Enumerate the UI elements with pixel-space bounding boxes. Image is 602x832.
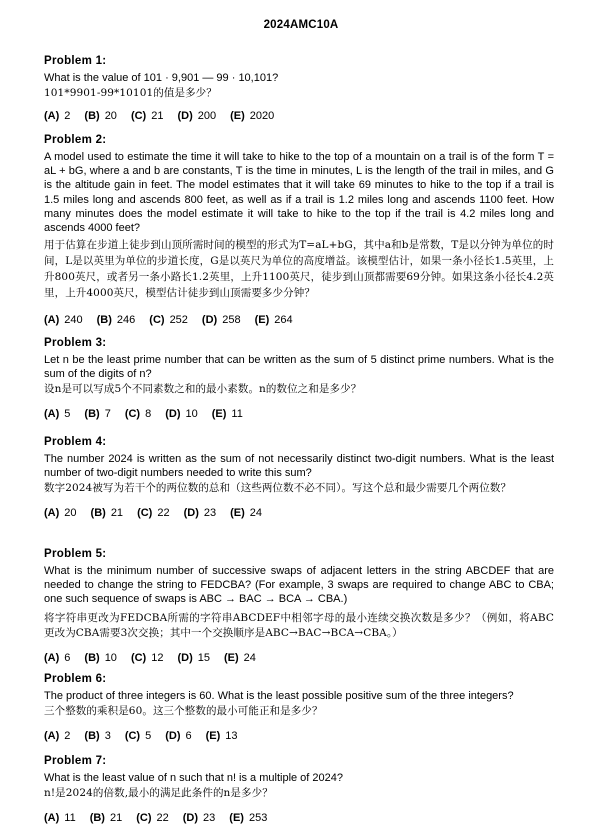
choice-b: (B) 21 — [89, 812, 123, 824]
problem-chinese-text: 用于估算在步道上徒步到山顶所需时间的模型的形式为T=aL+bG，其中a和b是常数，T是以分钟为单位的时间，L是以英里为单位的步道长度，G是以英尺为单位的高度增益。该模型估计，如果一条小径长1.5英里，上升800英尺，或者另一条小路长1.2英里，上升1100英尺，徒步到山顶都需要69分钟。如果这条小径长4.2英里，上升4000英尺，模型估计徒步到山顶需要多少分钟？ — [44, 239, 554, 299]
choice-c: (C) 8 — [124, 408, 152, 421]
problem-6 — [44, 672, 554, 743]
problem-5 — [44, 547, 554, 665]
choice-d: (D) 200 — [177, 110, 217, 122]
choice-b: (B) 246 — [96, 314, 136, 327]
choice-d: (D) 23 — [182, 812, 216, 824]
problem-heading: Problem 1: — [44, 55, 107, 67]
choice-a: (A) 6 — [44, 652, 71, 665]
choice-b: (B) 21 — [90, 507, 124, 520]
problem-2 — [44, 133, 554, 327]
answer-choices — [44, 729, 554, 743]
problem-heading: Problem 2: — [44, 134, 107, 146]
choice-c: (C) 252 — [149, 314, 188, 327]
problem-english-text: What is the value of 101 · 9,901 — 99 · 10,101? — [44, 72, 279, 84]
choice-d: (D) 6 — [165, 730, 192, 742]
problem-heading: Problem 6: — [44, 673, 107, 685]
problem-3 — [44, 336, 554, 421]
problem-english-text: What is the least value of n such that n! is a multiple of 2024? — [44, 772, 344, 784]
choice-e: (E) 11 — [211, 408, 243, 421]
problem-chinese-text: 将字符串更改为FEDCBA所需的字符串ABCDEF中相邻字母的最小连续交换次数是多少？（例如，将ABC更改为CBA需要3次交换；其中一个交换顺序是ABC→BAC→BCA→CBA。） — [44, 611, 554, 640]
answer-choices — [44, 651, 554, 665]
problem-chinese-text: 三个整数的乘积是60。这三个整数的最小可能正和是多少？ — [44, 705, 323, 718]
choice-d: (D) 10 — [165, 408, 198, 421]
choice-a: (A) 11 — [44, 812, 76, 824]
problem-7 — [44, 754, 554, 825]
choice-e: (E) 253 — [229, 812, 268, 824]
problem-english-text: The product of three integers is 60. What is the least possible positive sum of the three integers? — [44, 690, 514, 702]
choice-e: (E) 2020 — [230, 110, 275, 122]
choice-e: (E) 264 — [254, 314, 293, 327]
problem-heading: Problem 3: — [44, 337, 107, 349]
choice-a: (A) 2 — [44, 110, 71, 122]
problem-english-text: What is the minimum number of successive swaps of adjacent letters in the string ABCDEF that are needed to change the string to FEDCBA? (For example, 3 swaps are required to change ABC to CBA; one such sequence of swaps is ABC → BAC → BCA → CBA.) — [44, 565, 554, 606]
problem-english-text: A model used to estimate the time it will take to hike to the top of a mountain on a trail is of the form T = aL + bG, where a and b are constants, T is the time in minutes, L is the length of the trail in miles, and G is the altitude gain in feet. The model estimates that it will take 69 minutes to hike to the top if a trail is 1.5 miles long and ascends 800 feet, as well as if a trail is 1.2 miles long and ascends 1100 feet. How many minutes does the model estimate it will take to hike to the top if the trail is 4.2 miles long and ascends 4000 feet? — [44, 151, 554, 235]
answer-choices — [44, 506, 554, 520]
choice-e: (E) 13 — [205, 730, 238, 742]
choice-c: (C) 21 — [130, 110, 164, 122]
choice-b: (B) 7 — [84, 408, 111, 421]
answer-choices — [44, 109, 554, 123]
choice-b: (B) 20 — [84, 110, 117, 122]
choice-d: (D) 23 — [183, 507, 217, 520]
choice-e: (E) 24 — [230, 507, 263, 520]
problem-english-text: The number 2024 is written as the sum of not necessarily distinct two-digit numbers. What is the least number of two-digit numbers needed to write this sum? — [44, 453, 554, 480]
problem-heading: Problem 7: — [44, 755, 107, 767]
choice-a: (A) 240 — [44, 314, 83, 327]
document-title: 2024AMC10A — [263, 19, 339, 31]
answer-choices — [44, 811, 554, 825]
answer-choices — [44, 407, 554, 421]
choice-c: (C) 12 — [130, 652, 164, 665]
choice-c: (C) 22 — [137, 507, 170, 520]
choice-d: (D) 258 — [201, 314, 241, 327]
choice-e: (E) 24 — [224, 652, 256, 665]
choice-c: (C) 5 — [124, 730, 152, 742]
choice-d: (D) 15 — [177, 652, 210, 665]
problem-chinese-text: 设n是可以写成5个不同素数之和的最小素数。n的数位之和是多少？ — [44, 383, 362, 396]
choice-b: (B) 3 — [84, 730, 111, 742]
problem-heading: Problem 5: — [44, 548, 107, 560]
problem-chinese-text: 数字2024被写为若干个的两位数的总和（这些两位数不必不同）。写这个总和最少需要几个两位数？ — [44, 482, 512, 495]
choice-a: (A) 5 — [44, 408, 71, 421]
problem-4 — [44, 435, 554, 520]
problem-english-text: Let n be the least prime number that can be written as the sum of 5 distinct prime numbers. What is the sum of the digits of n? — [44, 354, 554, 381]
choice-c: (C) 22 — [136, 812, 169, 824]
answer-choices — [44, 313, 554, 327]
choice-a: (A) 20 — [44, 507, 77, 520]
problem-1 — [44, 54, 554, 123]
problem-chinese-text: n!是2024的倍数,最小的满足此条件的n是多少？ — [44, 787, 273, 800]
choice-b: (B) 10 — [84, 652, 117, 665]
problem-heading: Problem 4: — [44, 436, 107, 448]
choice-a: (A) 2 — [44, 730, 71, 742]
problem-chinese-text: 101*9901-99*10101的值是多少？ — [44, 87, 217, 100]
